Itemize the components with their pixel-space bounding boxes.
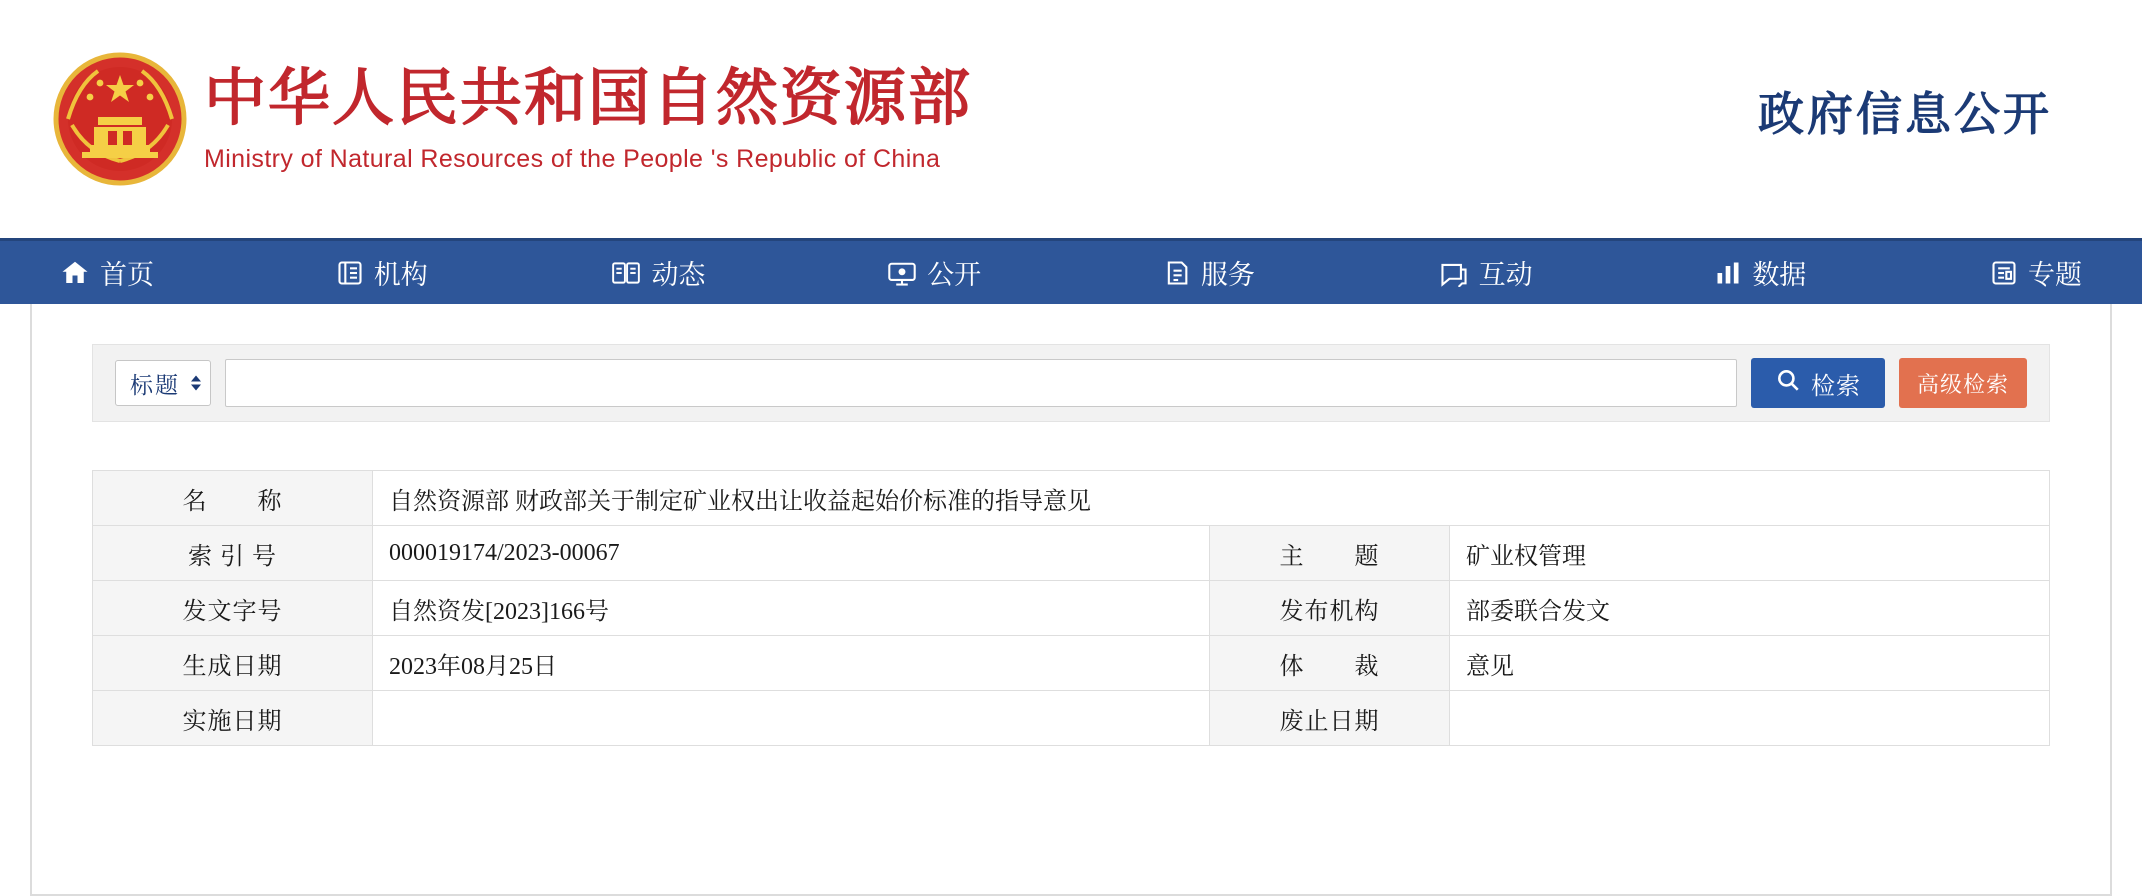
table-row <box>93 581 2050 636</box>
content-panel <box>30 304 2112 896</box>
meta-label-index-no: 索 引 号 <box>93 526 373 581</box>
chevron-updown-icon <box>191 376 201 391</box>
nav-item-topic[interactable] <box>1990 253 2082 292</box>
bar-chart-icon <box>1714 259 1742 287</box>
table-row <box>93 526 2050 581</box>
monitor-icon <box>887 259 917 287</box>
meta-label-subject: 主 题 <box>1210 526 1450 581</box>
page-content <box>0 304 2142 896</box>
search-button-label: 检索 <box>1810 372 1861 400</box>
meta-value-repeal-date <box>1450 691 2050 746</box>
site-title-en: Ministry of Natural Resources of the People 's Republic of China <box>204 145 941 174</box>
nav-item-news[interactable] <box>611 253 887 292</box>
site-header <box>0 0 2142 238</box>
org-icon <box>336 259 364 287</box>
nav-item-label: 专题 <box>2028 260 2083 290</box>
meta-value-doc-no: 自然资发[2023]166号 <box>373 581 1210 636</box>
nav-item-interaction[interactable] <box>1439 253 1715 292</box>
search-icon <box>1775 367 1801 400</box>
search-input[interactable] <box>225 359 1737 407</box>
nav-item-disclosure[interactable] <box>887 253 1163 292</box>
nav-item-label: 服务 <box>1200 260 1255 290</box>
meta-label-genre: 体 裁 <box>1210 636 1450 691</box>
document-metadata-table <box>92 470 2050 746</box>
nav-item-label: 首页 <box>100 260 154 290</box>
meta-label-created-date: 生成日期 <box>93 636 373 691</box>
meta-label-name: 名 称 <box>93 471 373 526</box>
search-button[interactable] <box>1751 358 1885 408</box>
nav-item-home[interactable] <box>60 253 336 292</box>
meta-value-genre: 意见 <box>1450 636 2050 691</box>
meta-value-index-no: 000019174/2023-00067 <box>373 526 1210 581</box>
meta-value-subject: 矿业权管理 <box>1450 526 2050 581</box>
meta-value-issuing-agency: 部委联合发文 <box>1450 581 2050 636</box>
document-pen-icon <box>1163 259 1191 287</box>
advanced-search-button[interactable]: 高级检索 <box>1899 358 2027 408</box>
site-title-cn: 中华人民共和国自然资源部 <box>204 64 973 133</box>
news-book-icon <box>611 259 641 287</box>
nav-item-label: 数据 <box>1752 260 1807 290</box>
national-emblem-icon <box>52 51 188 187</box>
main-navigation[interactable] <box>0 238 2142 304</box>
nav-item-service[interactable] <box>1163 253 1439 292</box>
search-field-select-value: 标题 <box>130 371 180 398</box>
meta-value-name: 自然资源部 财政部关于制定矿业权出让收益起始价标准的指导意见 <box>373 471 2050 526</box>
gov-info-disclosure-title: 政府信息公开 <box>1758 89 2052 140</box>
search-bar <box>92 344 2050 422</box>
meta-label-effective-date: 实施日期 <box>93 691 373 746</box>
table-row <box>93 636 2050 691</box>
nav-item-label: 机构 <box>373 260 428 290</box>
meta-value-created-date: 2023年08月25日 <box>373 636 1210 691</box>
meta-label-repeal-date: 废止日期 <box>1210 691 1450 746</box>
nav-item-data[interactable] <box>1714 253 1990 292</box>
table-row <box>93 471 2050 526</box>
nav-item-label: 动态 <box>651 260 706 290</box>
nav-item-label: 公开 <box>927 260 982 290</box>
nav-item-organization[interactable] <box>336 253 612 292</box>
nav-item-label: 互动 <box>1478 260 1533 290</box>
site-title-block <box>204 64 972 174</box>
search-field-select[interactable] <box>115 360 211 406</box>
topic-icon <box>1990 259 2018 287</box>
home-icon <box>60 258 90 288</box>
chat-bubble-icon <box>1439 259 1469 287</box>
meta-label-issuing-agency: 发布机构 <box>1210 581 1450 636</box>
meta-label-doc-no: 发文字号 <box>93 581 373 636</box>
table-row <box>93 691 2050 746</box>
meta-value-effective-date <box>373 691 1210 746</box>
